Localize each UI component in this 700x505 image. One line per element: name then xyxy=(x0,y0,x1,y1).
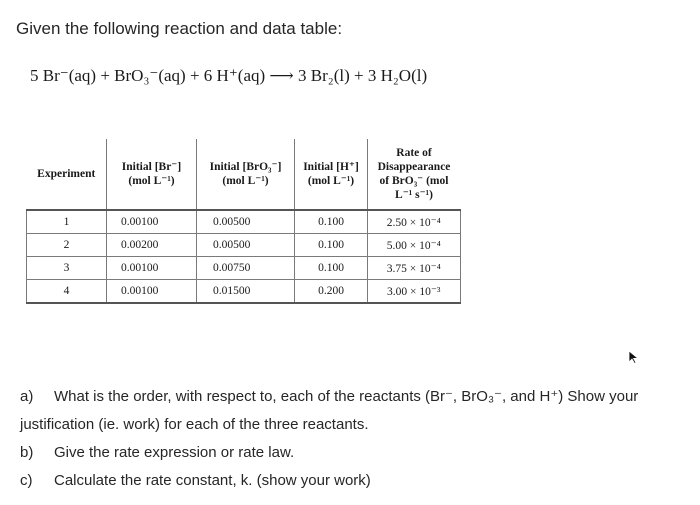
question-b-label: b) xyxy=(20,444,34,461)
cell-rate: 2.50 × 10⁻⁴ xyxy=(368,210,461,234)
question-a-text: What is the order, with respect to, each of the reactants (Br⁻, BrO₃⁻, and H⁺) Show your xyxy=(54,388,639,405)
table-row xyxy=(27,280,461,304)
cell-experiment: 1 xyxy=(27,210,107,234)
cell-rate: 3.75 × 10⁻⁴ xyxy=(368,257,461,280)
cell-bro3: 0.01500 xyxy=(197,280,295,304)
table-row xyxy=(27,257,461,280)
intro-text: Given the following reaction and data table: xyxy=(16,19,343,38)
cell-rate: 3.00 × 10⁻³ xyxy=(368,280,461,304)
header-initial-h: Initial [H⁺] (mol L⁻¹) xyxy=(295,139,368,210)
question-c-text: Calculate the rate constant, k. (show your work) xyxy=(54,472,371,489)
cell-experiment: 2 xyxy=(27,234,107,257)
cell-h: 0.200 xyxy=(295,280,368,304)
cell-h: 0.100 xyxy=(295,257,368,280)
cell-experiment: 3 xyxy=(27,257,107,280)
data-table xyxy=(26,139,461,304)
question-a-label: a) xyxy=(20,388,34,405)
table-row xyxy=(27,210,461,234)
question-b xyxy=(20,439,638,467)
cell-h: 0.100 xyxy=(295,210,368,234)
reaction-equation: 5 Br⁻(aq) + BrO₃⁻(aq) + 6 H⁺(aq) ⟶ 3 Br₂(l) + 3 H₂O(l) xyxy=(30,66,428,85)
cell-br: 0.00100 xyxy=(107,257,197,280)
cell-experiment: 4 xyxy=(27,280,107,304)
questions-block xyxy=(20,383,638,495)
cell-rate: 5.00 × 10⁻⁴ xyxy=(368,234,461,257)
cell-h: 0.100 xyxy=(295,234,368,257)
header-initial-bro3: Initial [BrO₃⁻] (mol L⁻¹) xyxy=(197,139,295,210)
cell-br: 0.00200 xyxy=(107,234,197,257)
question-a-continued: justification (ie. work) for each of the three reactants. xyxy=(20,416,369,433)
question-c-label: c) xyxy=(20,472,33,489)
table-header-row xyxy=(27,139,461,210)
cell-br: 0.00100 xyxy=(107,280,197,304)
header-rate: Rate of Disappearance of BrO₃⁻ (mol L⁻¹ s⁻¹) xyxy=(368,139,461,210)
question-a xyxy=(20,383,638,411)
cell-bro3: 0.00750 xyxy=(197,257,295,280)
cell-bro3: 0.00500 xyxy=(197,234,295,257)
cell-bro3: 0.00500 xyxy=(197,210,295,234)
header-initial-br: Initial [Br⁻] (mol L⁻¹) xyxy=(107,139,197,210)
header-experiment: Experiment xyxy=(27,139,107,210)
question-b-text: Give the rate expression or rate law. xyxy=(54,444,295,461)
question-c xyxy=(20,467,638,495)
mouse-pointer-icon xyxy=(628,350,640,364)
table-row xyxy=(27,234,461,257)
cell-br: 0.00100 xyxy=(107,210,197,234)
